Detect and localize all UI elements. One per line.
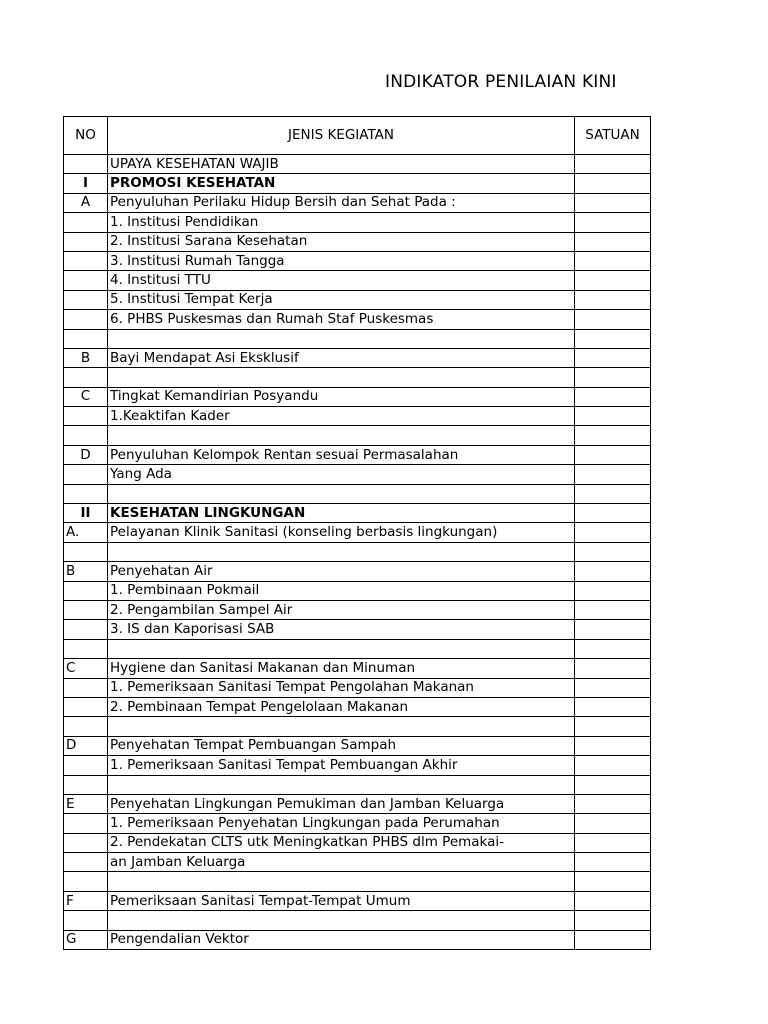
table-row [64,794,651,813]
table-row [64,736,651,755]
row-satuan [575,310,651,329]
row-number [64,155,108,174]
row-number: B [64,562,108,581]
row-satuan [575,717,651,736]
row-satuan [575,659,651,678]
header-no: NO [64,117,108,155]
row-activity [108,872,575,891]
row-satuan [575,193,651,212]
row-number: D [64,736,108,755]
row-number: A [64,193,108,212]
row-number [64,329,108,348]
row-satuan [575,930,651,949]
row-satuan [575,387,651,406]
row-number: F [64,891,108,910]
table-row [64,387,651,406]
row-activity: Pelayanan Klinik Sanitasi (konseling berbasis lingkungan) [108,523,575,542]
row-satuan [575,213,651,232]
table-body [64,117,651,950]
row-satuan [575,251,651,270]
row-satuan [575,290,651,309]
row-number [64,271,108,290]
row-number [64,678,108,697]
row-activity [108,484,575,503]
row-satuan [575,678,651,697]
row-number: G [64,930,108,949]
row-number [64,717,108,736]
row-activity: 2. Pendekatan CLTS utk Meningkatkan PHBS dlm Pemakai- [108,833,575,852]
row-number [64,581,108,600]
table-row [64,174,651,193]
row-activity [108,775,575,794]
row-activity: Penyuluhan Kelompok Rentan sesuai Permasalahan [108,445,575,464]
table-row [64,775,651,794]
row-number: I [64,174,108,193]
table-row [64,678,651,697]
row-number [64,407,108,426]
indicator-table [63,116,651,950]
row-number [64,290,108,309]
row-number [64,872,108,891]
table-row [64,348,651,367]
row-activity: UPAYA KESEHATAN WAJIB [108,155,575,174]
page-title: INDIKATOR PENILAIAN KINI [385,72,617,92]
row-satuan [575,368,651,387]
row-number: C [64,659,108,678]
table-row [64,155,651,174]
row-activity [108,426,575,445]
row-satuan [575,911,651,930]
row-activity [108,368,575,387]
row-satuan [575,407,651,426]
table-row [64,426,651,445]
table-row [64,523,651,542]
row-activity [108,717,575,736]
row-activity: Penyehatan Tempat Pembuangan Sampah [108,736,575,755]
row-number [64,697,108,716]
row-number: II [64,504,108,523]
row-activity: 1. Institusi Pendidikan [108,213,575,232]
row-activity [108,542,575,561]
row-number [64,756,108,775]
table-row [64,911,651,930]
row-number [64,775,108,794]
row-activity [108,639,575,658]
row-satuan [575,794,651,813]
row-satuan [575,600,651,619]
row-satuan [575,620,651,639]
row-satuan [575,174,651,193]
row-activity: 3. IS dan Kaporisasi SAB [108,620,575,639]
row-number [64,814,108,833]
row-satuan [575,872,651,891]
row-number: C [64,387,108,406]
row-satuan [575,504,651,523]
row-number [64,213,108,232]
row-number: E [64,794,108,813]
row-activity: 1. Pemeriksaan Sanitasi Tempat Pengolahan Makanan [108,678,575,697]
row-activity: an Jamban Keluarga [108,853,575,872]
row-satuan [575,891,651,910]
row-satuan [575,445,651,464]
row-activity [108,911,575,930]
row-number [64,853,108,872]
table-row [64,659,651,678]
row-number [64,310,108,329]
row-number [64,484,108,503]
row-satuan [575,155,651,174]
header-jenis-kegiatan: JENIS KEGIATAN [108,117,575,155]
row-activity: Tingkat Kemandirian Posyandu [108,387,575,406]
row-satuan [575,775,651,794]
table-row [64,271,651,290]
row-satuan [575,348,651,367]
row-satuan [575,853,651,872]
row-satuan [575,756,651,775]
table-row [64,445,651,464]
row-activity: Pengendalian Vektor [108,930,575,949]
row-number: B [64,348,108,367]
table-row [64,620,651,639]
row-activity: 2. Pembinaan Tempat Pengelolaan Makanan [108,697,575,716]
header-satuan: SATUAN [575,117,651,155]
row-number [64,232,108,251]
row-number: A. [64,523,108,542]
table-row [64,193,651,212]
table-header-row [64,117,651,155]
row-activity: 3. Institusi Rumah Tangga [108,251,575,270]
row-activity: 2. Institusi Sarana Kesehatan [108,232,575,251]
table-row [64,756,651,775]
row-satuan [575,542,651,561]
table-row [64,833,651,852]
row-activity: Pemeriksaan Sanitasi Tempat-Tempat Umum [108,891,575,910]
row-number [64,833,108,852]
row-number [64,600,108,619]
table-row [64,213,651,232]
row-activity: Hygiene dan Sanitasi Makanan dan Minuman [108,659,575,678]
table-row [64,562,651,581]
row-satuan [575,736,651,755]
table-row [64,465,651,484]
row-activity [108,329,575,348]
row-satuan [575,697,651,716]
row-activity: 2. Pengambilan Sampel Air [108,600,575,619]
row-activity: Yang Ada [108,465,575,484]
row-satuan [575,271,651,290]
table-row [64,484,651,503]
row-number: D [64,445,108,464]
row-activity: Penyuluhan Perilaku Hidup Bersih dan Sehat Pada : [108,193,575,212]
table-row [64,310,651,329]
row-satuan [575,562,651,581]
row-activity: 1. Pembinaan Pokmail [108,581,575,600]
row-number [64,639,108,658]
row-satuan [575,581,651,600]
table-row [64,329,651,348]
table-row [64,290,651,309]
row-number [64,542,108,561]
row-number [64,426,108,445]
table-row [64,639,651,658]
table-row [64,407,651,426]
row-satuan [575,639,651,658]
row-satuan [575,523,651,542]
row-number [64,368,108,387]
row-number [64,620,108,639]
row-activity: 5. Institusi Tempat Kerja [108,290,575,309]
table-row [64,232,651,251]
row-number [64,465,108,484]
table-row [64,600,651,619]
row-activity: 1. Pemeriksaan Sanitasi Tempat Pembuangan Akhir [108,756,575,775]
table-row [64,814,651,833]
row-activity: 6. PHBS Puskesmas dan Rumah Staf Puskesmas [108,310,575,329]
table-row [64,930,651,949]
row-number [64,911,108,930]
table-row [64,891,651,910]
row-activity: 1.Keaktifan Kader [108,407,575,426]
table-row [64,251,651,270]
row-activity: 4. Institusi TTU [108,271,575,290]
table-row [64,872,651,891]
row-activity: Penyehatan Air [108,562,575,581]
row-satuan [575,329,651,348]
row-activity: Penyehatan Lingkungan Pemukiman dan Jamban Keluarga [108,794,575,813]
table-row [64,853,651,872]
row-satuan [575,426,651,445]
row-number [64,251,108,270]
table-row [64,581,651,600]
row-satuan [575,814,651,833]
row-satuan [575,833,651,852]
row-activity: KESEHATAN LINGKUNGAN [108,504,575,523]
table-row [64,368,651,387]
row-activity: 1. Pemeriksaan Penyehatan Lingkungan pada Perumahan [108,814,575,833]
row-satuan [575,232,651,251]
row-satuan [575,484,651,503]
row-activity: PROMOSI KESEHATAN [108,174,575,193]
row-activity: Bayi Mendapat Asi Eksklusif [108,348,575,367]
row-satuan [575,465,651,484]
table-row [64,717,651,736]
table-row [64,697,651,716]
table-row [64,504,651,523]
table-row [64,542,651,561]
